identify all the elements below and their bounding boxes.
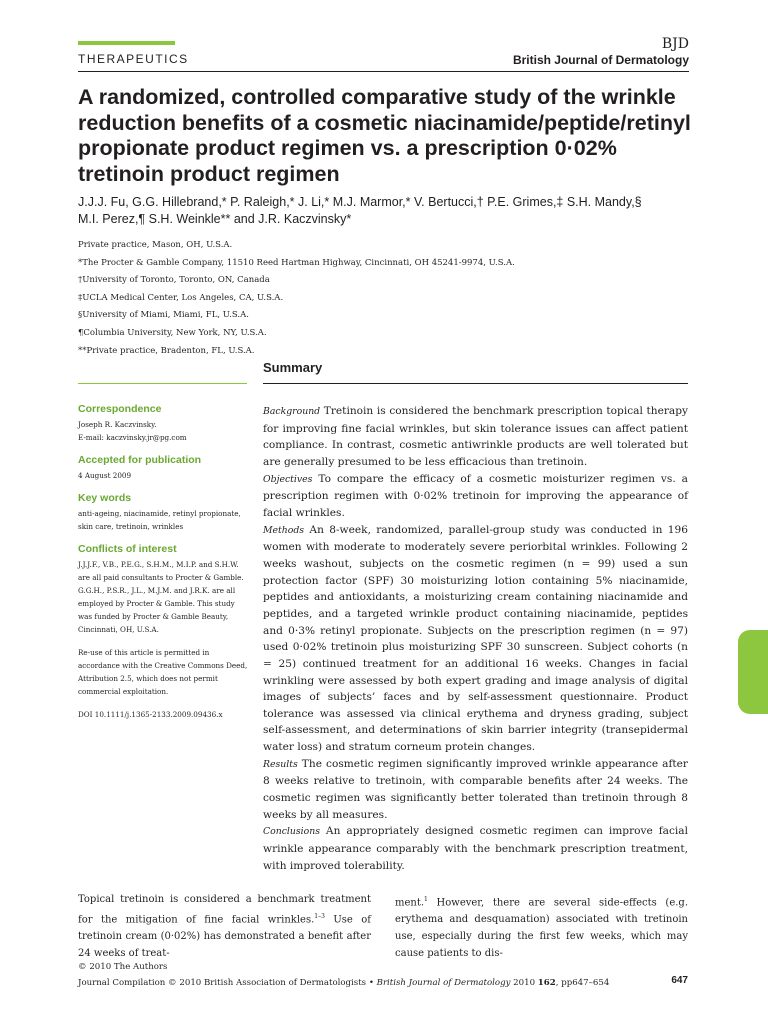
label-objectives: Objectives xyxy=(263,473,313,485)
footer-pages: , pp647–654 xyxy=(555,978,610,988)
footer-compilation: Journal Compilation © 2010 British Association of Dermatologists • xyxy=(78,978,377,988)
affiliations xyxy=(78,237,678,360)
abstract xyxy=(263,403,688,874)
affiliation: *The Procter & Gamble Company, 11510 Reed Hartman Highway, Cincinnati, OH 45241-9974, U.S.A. xyxy=(78,257,515,268)
article-title: A randomized, controlled comparative study of the wrinkle reduction benefits of a cosmetic niacinamide/peptide/retinyl propionate product regimen vs. a prescription 0·02% tretinoin product regimen xyxy=(78,85,691,186)
body-text: Use of tretinoin cream (0·02%) has demonstrated a benefit after 24 weeks of treat- xyxy=(78,914,371,959)
article-info-sidebar xyxy=(78,403,250,731)
body-text: However, there are several side-effects (e.g. erythema and desquamation) associated with tretinoin use, especially during the first few weeks, which may cause patients to dis- xyxy=(395,897,688,959)
summary-heading: Summary xyxy=(263,360,323,375)
authors-line-1: J.J.J. Fu, G.G. Hillebrand,* P. Raleigh,* J. Li,* M.J. Marmor,* V. Bertucci,† P.E. Grimes,‡ S.H. Mandy,§ xyxy=(78,195,642,209)
affiliation: §University of Miami, Miami, FL, U.S.A. xyxy=(78,310,249,321)
section-accent-bar xyxy=(78,41,175,45)
abstract-conclusions xyxy=(263,823,688,874)
abstract-objectives xyxy=(263,471,688,522)
copyright-line: © 2010 The Authors xyxy=(78,962,168,972)
body-text: Topical tretinoin is considered a benchmark treatment for the mitigation of fine facial wrinkles. xyxy=(78,894,371,926)
body-column-right xyxy=(395,892,688,963)
authors-line-2: M.I. Perez,¶ S.H. Weinkle** and J.R. Kaczvinsky* xyxy=(78,212,352,226)
section-thumb-tab xyxy=(738,630,768,714)
label-methods: Methods xyxy=(263,524,305,536)
correspondence-details xyxy=(78,418,250,444)
label-background: Background xyxy=(263,406,321,417)
conflicts-heading: Conflicts of interest xyxy=(78,543,177,555)
keywords-heading: Key words xyxy=(78,492,132,504)
citation-ref: 1–3 xyxy=(314,912,325,920)
doi: DOI 10.1111/j.1365-2133.2009.09436.x xyxy=(78,710,223,719)
abstract-background xyxy=(263,403,688,471)
summary-rule xyxy=(263,383,688,384)
label-conclusions: Conclusions xyxy=(263,826,320,838)
text-background: Tretinoin is considered the benchmark prescription topical therapy for improving fine facial wrinkles, but skin tolerance issues can affect patient compliance. In contrast, cosmetic antiwrinkle products are well tolerated but are generally presumed to be less efficacious than tretinoin. xyxy=(263,405,688,468)
affiliation: **Private practice, Bradenton, FL, U.S.A. xyxy=(78,345,255,356)
correspondence-name: Joseph R. Kaczvinsky. xyxy=(78,420,157,429)
header-rule xyxy=(78,71,689,72)
correspondence-heading: Correspondence xyxy=(78,403,162,415)
journal-name: British Journal of Dermatology xyxy=(512,53,689,67)
section-label: THERAPEUTICS xyxy=(78,52,189,66)
text-objectives: To compare the efficacy of a cosmetic moisturizer regimen vs. a prescription regimen with 0·02% tretinoin for improving the appearance of facial wrinkles. xyxy=(263,472,688,519)
text-conclusions: An appropriately designed cosmetic regimen can improve facial wrinkle appearance comparably with the benchmark prescription treatment, with improved tolerability. xyxy=(263,825,688,872)
abstract-results xyxy=(263,756,688,824)
abstract-methods xyxy=(263,522,688,756)
footer-year: 2010 xyxy=(510,978,538,988)
affiliation: Private practice, Mason, OH, U.S.A. xyxy=(78,240,233,250)
body-text: ment. xyxy=(395,897,425,909)
reuse-notice: Re-use of this article is permitted in accordance with the Creative Commons Deed, Attribution 2.5, which does not permit commercial exploitation. xyxy=(78,648,248,696)
conflicts-text: J.J.J.F., V.B., P.E.G., S.H.M., M.I.P. and S.H.W. are all paid consultants to Procter & Gamble. G.G.H., P.S.R., J.L., M.J.M. and J.R.K. are all employed by Procter & Gamble. This study was funded by Procter & Gamble Beauty, Cincinnati, OH, U.S.A. xyxy=(78,560,244,634)
text-methods: An 8-week, randomized, parallel-group study was conducted in 196 women with moderate to moderately severe periorbital wrinkles. Following 2 weeks washout, subjects on the cosmetic regimen (n = 99) used a sun protection factor (SPF) 30 moisturizing lotion containing 5% niacinamide, peptides and antioxidants, a moisturizing cream containing niacinamide and peptides, and a targeted wrinkle product containing niacinamide, peptides and 0·3% retinyl propionate. Subjects on the prescription regimen (n = 97) used 0·02% tretinoin plus moisturizing SPF 30 sunscreen. Subject cohorts (n = 25) continued treatment for an additional 16 weeks. Changes in facial wrinkling were assessed by both expert grading and image analysis of digital images of subjects’ faces and by self-assessment questionnaire. Product tolerance was assessed via clinical erythema and dryness grading, subject self-assessment, and determinations of skin barrier integrity (transepidermal water loss) and stratum corneum protein changes. xyxy=(263,523,688,754)
journal-abbreviation: BJD xyxy=(661,36,689,52)
page-number: 647 xyxy=(671,975,688,986)
citation-line xyxy=(78,975,609,991)
correspondence-email: E-mail: kaczvinsky.jr@pg.com xyxy=(78,433,187,442)
keywords-text: anti-ageing, niacinamide, retinyl propionate, skin care, tretinoin, wrinkles xyxy=(78,509,241,531)
affiliation: †University of Toronto, Toronto, ON, Canada xyxy=(78,275,270,286)
citation-ref: 1 xyxy=(424,896,428,903)
footer-journal: British Journal of Dermatology xyxy=(376,978,511,988)
text-results: The cosmetic regimen significantly improved wrinkle appearance after 8 weeks relative to tretinoin, with comparable benefits after 24 weeks. The cosmetic regimen was significantly better tolerated than tretinoin through 8 weeks by all measures. xyxy=(263,757,688,821)
accepted-date: 4 August 2009 xyxy=(78,471,132,480)
author-list xyxy=(78,194,708,228)
affiliation: ‡UCLA Medical Center, Los Angeles, CA, U.S.A. xyxy=(78,292,284,303)
accepted-heading: Accepted for publication xyxy=(78,454,202,466)
footer-volume: 162 xyxy=(537,978,556,988)
page-footer xyxy=(78,959,609,991)
body-column-left xyxy=(78,892,371,963)
label-results: Results xyxy=(263,758,298,770)
affiliation: ¶Columbia University, New York, NY, U.S.A. xyxy=(78,327,267,338)
sidebar-rule xyxy=(78,383,247,384)
